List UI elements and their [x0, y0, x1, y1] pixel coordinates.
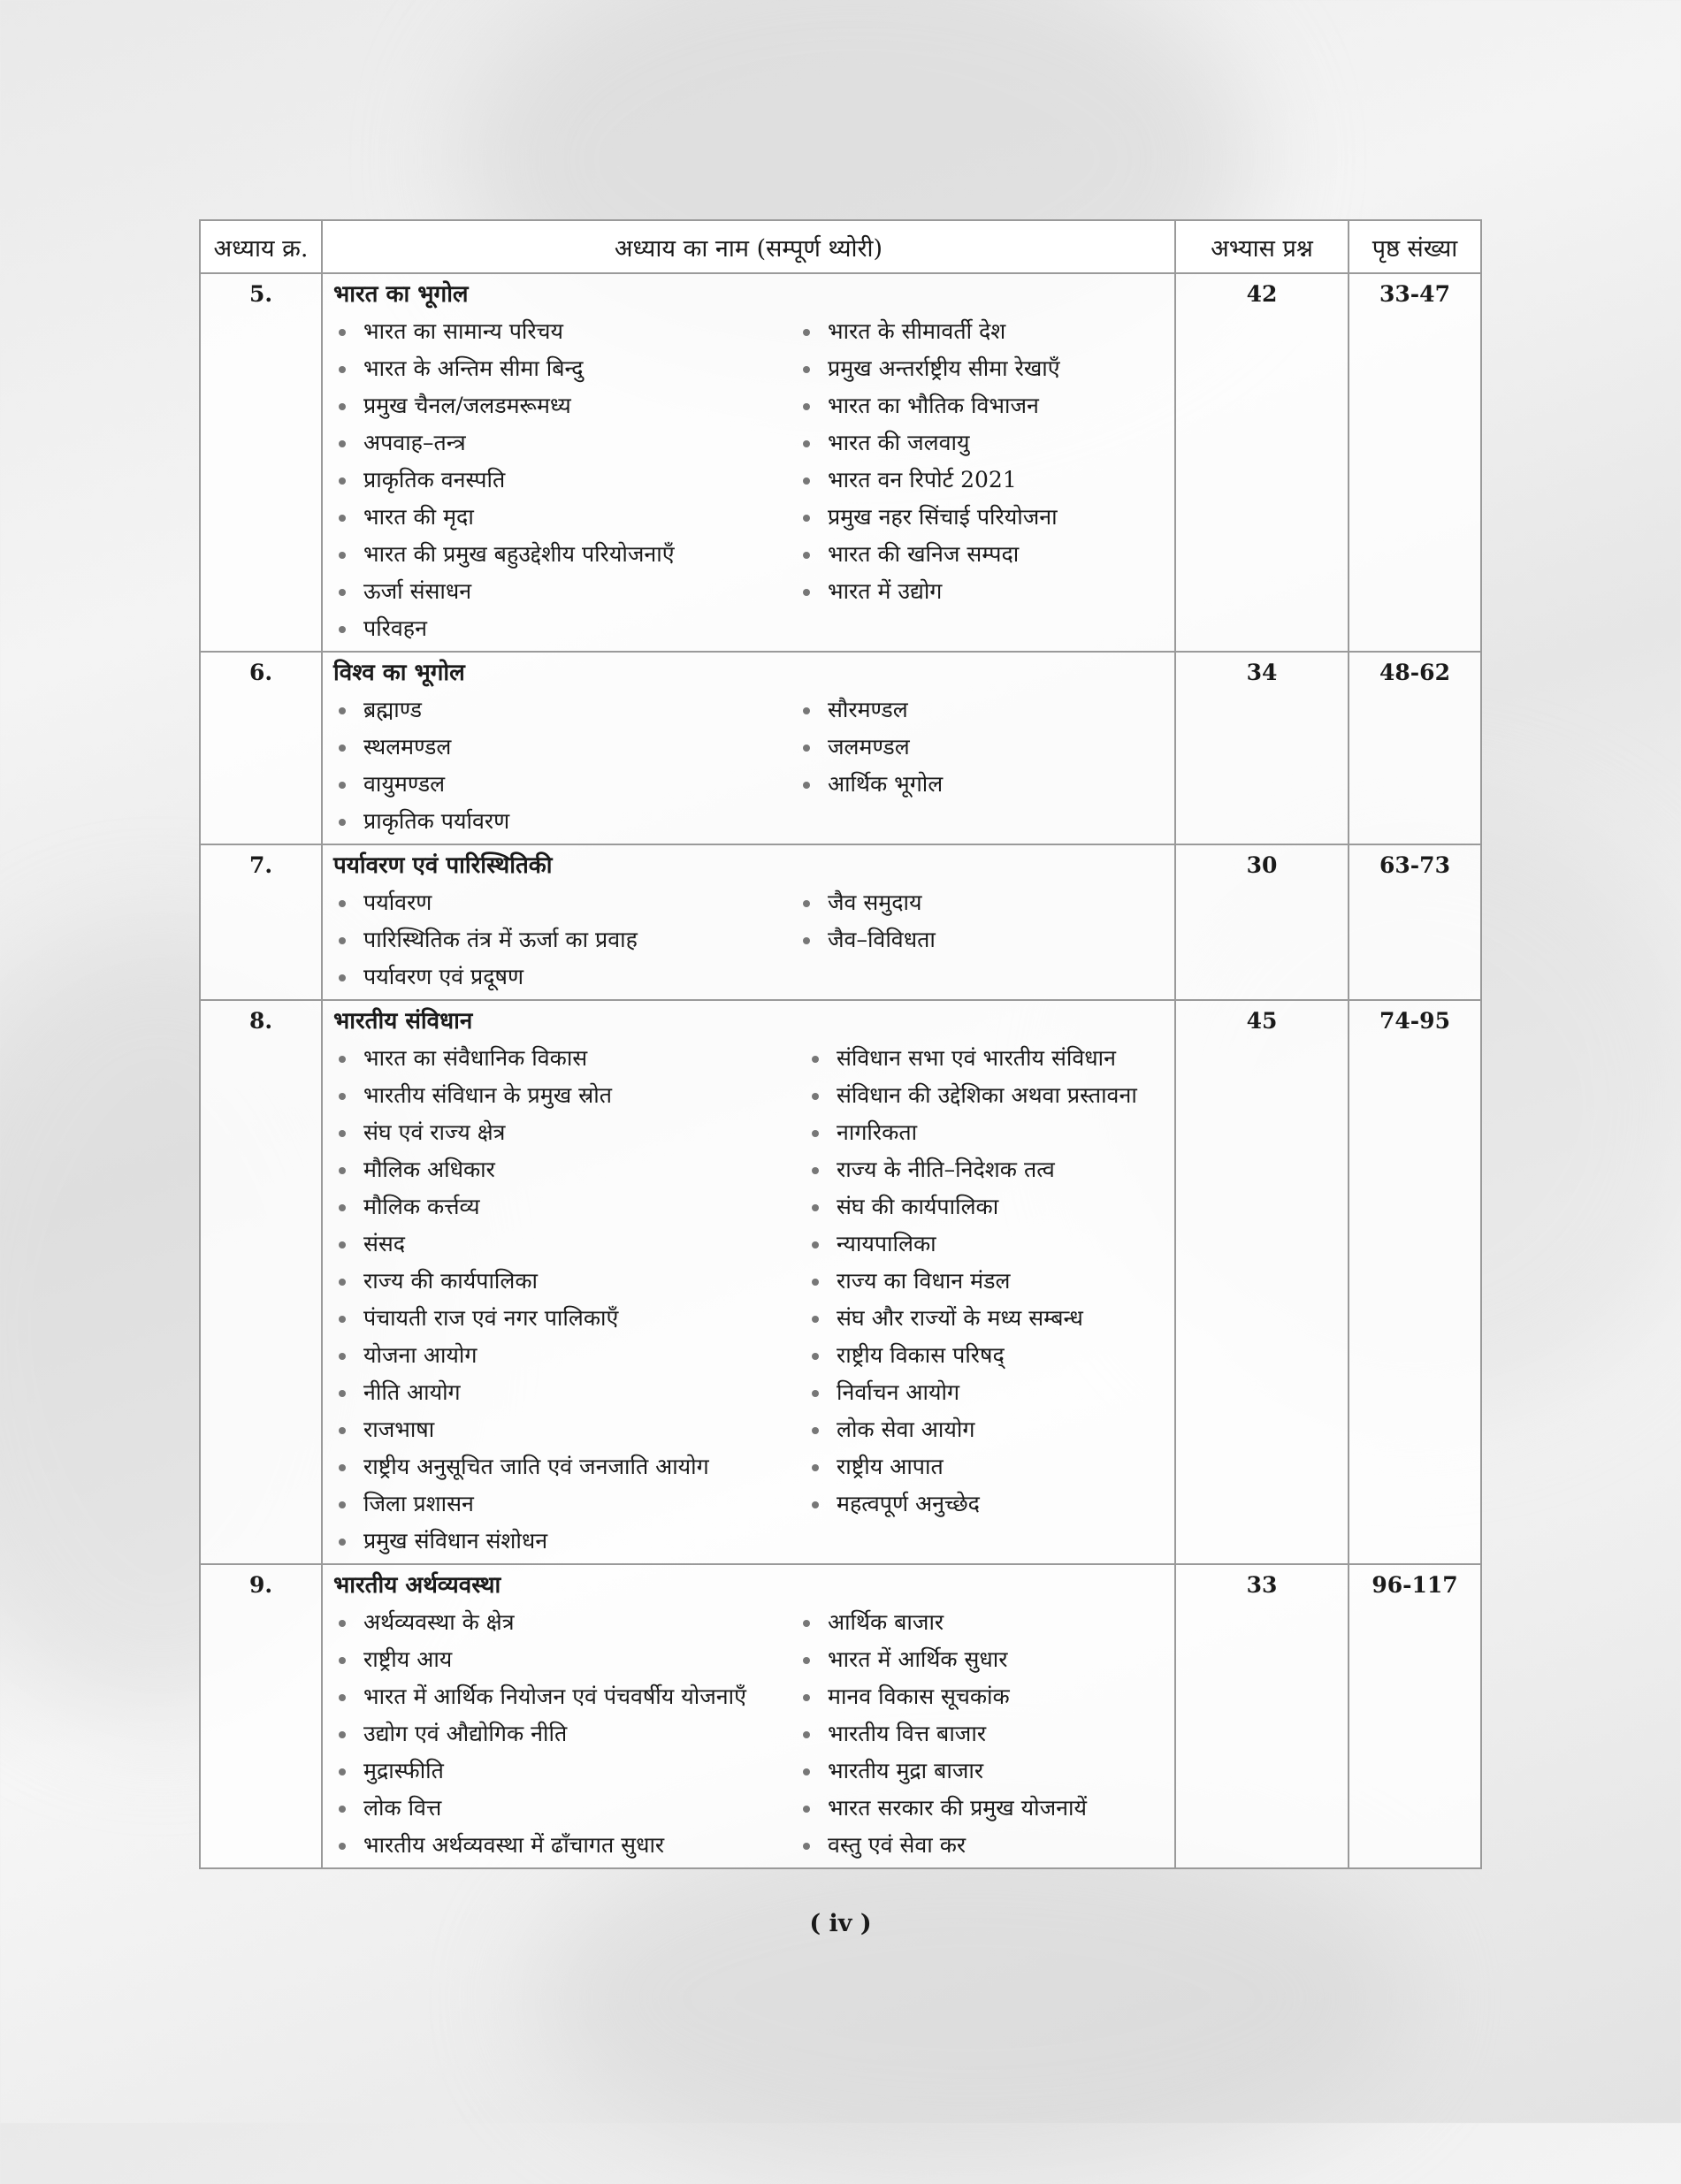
- header-chapter-name: अध्याय का नाम (सम्पूर्ण थ्योरी): [322, 220, 1175, 273]
- chapter-number: 9.: [200, 1564, 322, 1868]
- topic-item: भारतीय संविधान के प्रमुख स्रोत: [333, 1077, 806, 1114]
- topic-item: उद्योग एवं औद्योगिक नीति: [333, 1715, 798, 1753]
- chapter-content: [322, 844, 1175, 1000]
- topic-item: भारत की जलवायु: [798, 424, 1165, 462]
- topic-item: राज्य के नीति–निदेशक तत्व: [806, 1151, 1165, 1188]
- topic-item: भारत में उद्योग: [798, 573, 1165, 610]
- topic-list: [333, 313, 1165, 647]
- chapter-content: [322, 1564, 1175, 1868]
- topic-item: भारत वन रिपोर्ट 2021: [798, 462, 1165, 499]
- topic-item: भारत के अन्तिम सीमा बिन्दु: [333, 350, 798, 387]
- topic-item: नागरिकता: [806, 1114, 1165, 1151]
- topic-item: जलमण्डल: [798, 729, 1165, 766]
- topic-item: प्राकृतिक पर्यावरण: [333, 803, 798, 840]
- chapter-row: [200, 844, 1481, 1000]
- topic-item: वस्तु एवं सेवा कर: [798, 1827, 1165, 1864]
- topic-list: [333, 691, 1165, 840]
- topic-item: संसद: [333, 1226, 806, 1263]
- topic-item: भारत का भौतिक विभाजन: [798, 387, 1165, 424]
- header-practice-questions: अभ्यास प्रश्न: [1175, 220, 1349, 273]
- topic-item: भारत में आर्थिक नियोजन एवं पंचवर्षीय योजनाएँ: [333, 1678, 798, 1715]
- topic-item: प्रमुख नहर सिंचाई परियोजना: [798, 499, 1165, 536]
- topic-item: ब्रह्माण्ड: [333, 691, 798, 729]
- header-page-count: पृष्ठ संख्या: [1349, 220, 1481, 273]
- topic-item: मुद्रास्फीति: [333, 1753, 798, 1790]
- chapter-row: [200, 1564, 1481, 1868]
- topic-item: भारत का संवैधानिक विकास: [333, 1040, 806, 1077]
- topic-item: भारत की मृदा: [333, 499, 798, 536]
- topic-item: संघ एवं राज्य क्षेत्र: [333, 1114, 806, 1151]
- topic-item: मानव विकास सूचकांक: [798, 1678, 1165, 1715]
- topic-item: प्रमुख चैनल/जलडमरूमध्य: [333, 387, 798, 424]
- page-range: 48-62: [1349, 652, 1481, 844]
- chapter-title: विश्व का भूगोल: [333, 660, 465, 686]
- topic-item: प्रमुख संविधान संशोधन: [333, 1523, 806, 1560]
- chapter-number: 7.: [200, 844, 322, 1000]
- topic-item: भारतीय मुद्रा बाजार: [798, 1753, 1165, 1790]
- chapter-content: [322, 652, 1175, 844]
- topic-item: अर्थव्यवस्था के क्षेत्र: [333, 1604, 798, 1641]
- topic-item: न्यायपालिका: [806, 1226, 1165, 1263]
- chapter-row: [200, 1000, 1481, 1564]
- topic-item: ऊर्जा संसाधन: [333, 573, 798, 610]
- table-header-row: [200, 220, 1481, 273]
- page-range: 96-117: [1349, 1564, 1481, 1868]
- topic-item: प्रमुख अन्तर्राष्ट्रीय सीमा रेखाएँ: [798, 350, 1165, 387]
- topic-item: पंचायती राज एवं नगर पालिकाएँ: [333, 1300, 806, 1337]
- topic-item: लोक वित्त: [333, 1790, 798, 1827]
- practice-question-count: 30: [1175, 844, 1349, 1000]
- topic-item: प्राकृतिक वनस्पति: [333, 462, 798, 499]
- topic-item: राजभाषा: [333, 1411, 806, 1448]
- practice-question-count: 34: [1175, 652, 1349, 844]
- topic-item: लोक सेवा आयोग: [806, 1411, 1165, 1448]
- topic-item: पारिस्थितिक तंत्र में ऊर्जा का प्रवाह: [333, 921, 798, 958]
- topic-item: पर्यावरण: [333, 884, 798, 921]
- topic-item: राज्य की कार्यपालिका: [333, 1263, 806, 1300]
- chapter-number: 6.: [200, 652, 322, 844]
- topic-item: जैव–विविधता: [798, 921, 1165, 958]
- topic-item: स्थलमण्डल: [333, 729, 798, 766]
- topic-item: जिला प्रशासन: [333, 1485, 806, 1523]
- topic-item: सौरमण्डल: [798, 691, 1165, 729]
- topic-item: राज्य का विधान मंडल: [806, 1263, 1165, 1300]
- topic-item: राष्ट्रीय आय: [333, 1641, 798, 1678]
- chapter-title: भारतीय संविधान: [333, 1008, 473, 1035]
- topic-item: भारत की प्रमुख बहुउद्देशीय परियोजनाएँ: [333, 536, 798, 573]
- practice-question-count: 45: [1175, 1000, 1349, 1564]
- chapter-number: 5.: [200, 273, 322, 652]
- topic-item: राष्ट्रीय आपात: [806, 1448, 1165, 1485]
- topic-item: भारत की खनिज सम्पदा: [798, 536, 1165, 573]
- chapter-title: पर्यावरण एवं पारिस्थितिकी: [333, 852, 553, 879]
- page-range: 63-73: [1349, 844, 1481, 1000]
- chapter-content: [322, 273, 1175, 652]
- chapter-number: 8.: [200, 1000, 322, 1564]
- topic-item: जैव समुदाय: [798, 884, 1165, 921]
- chapter-title: भारतीय अर्थव्यवस्था: [333, 1572, 501, 1599]
- topic-item: अपवाह–तन्त्र: [333, 424, 798, 462]
- topic-item: निर्वाचन आयोग: [806, 1374, 1165, 1411]
- chapter-content: [322, 1000, 1175, 1564]
- topic-item: महत्वपूर्ण अनुच्छेद: [806, 1485, 1165, 1523]
- chapter-title: भारत का भूगोल: [333, 281, 469, 308]
- topic-item: वायुमण्डल: [333, 766, 798, 803]
- page-number: ( iv ): [809, 1910, 872, 1937]
- topic-item: भारत में आर्थिक सुधार: [798, 1641, 1165, 1678]
- topic-item: भारतीय अर्थव्यवस्था में ढाँचागत सुधार: [333, 1827, 798, 1864]
- practice-question-count: 42: [1175, 273, 1349, 652]
- header-chapter-no: अध्याय क्र.: [200, 220, 322, 273]
- topic-item: संघ की कार्यपालिका: [806, 1188, 1165, 1226]
- topic-item: नीति आयोग: [333, 1374, 806, 1411]
- topic-item: आर्थिक भूगोल: [798, 766, 1165, 803]
- chapter-row: [200, 273, 1481, 652]
- page-range: 33-47: [1349, 273, 1481, 652]
- topic-item: राष्ट्रीय विकास परिषद्: [806, 1337, 1165, 1374]
- topic-list: [333, 1604, 1165, 1864]
- topic-item: मौलिक कर्त्तव्य: [333, 1188, 806, 1226]
- topic-item: आर्थिक बाजार: [798, 1604, 1165, 1641]
- topic-item: योजना आयोग: [333, 1337, 806, 1374]
- topic-list: [333, 884, 1165, 996]
- practice-question-count: 33: [1175, 1564, 1349, 1868]
- topic-item: संघ और राज्यों के मध्य सम्बन्ध: [806, 1300, 1165, 1337]
- topic-item: पर्यावरण एवं प्रदूषण: [333, 958, 798, 996]
- topic-item: संविधान सभा एवं भारतीय संविधान: [806, 1040, 1165, 1077]
- topic-item: भारत का सामान्य परिचय: [333, 313, 798, 350]
- topic-item: भारतीय वित्त बाजार: [798, 1715, 1165, 1753]
- chapter-row: [200, 652, 1481, 844]
- topic-item: राष्ट्रीय अनुसूचित जाति एवं जनजाति आयोग: [333, 1448, 806, 1485]
- contents-table: [199, 219, 1482, 1869]
- topic-list: [333, 1040, 1165, 1560]
- topic-item: भारत के सीमावर्ती देश: [798, 313, 1165, 350]
- topic-item: भारत सरकार की प्रमुख योजनायें: [798, 1790, 1165, 1827]
- page-range: 74-95: [1349, 1000, 1481, 1564]
- topic-item: परिवहन: [333, 610, 798, 647]
- topic-item: संविधान की उद्देशिका अथवा प्रस्तावना: [806, 1077, 1165, 1114]
- topic-item: मौलिक अधिकार: [333, 1151, 806, 1188]
